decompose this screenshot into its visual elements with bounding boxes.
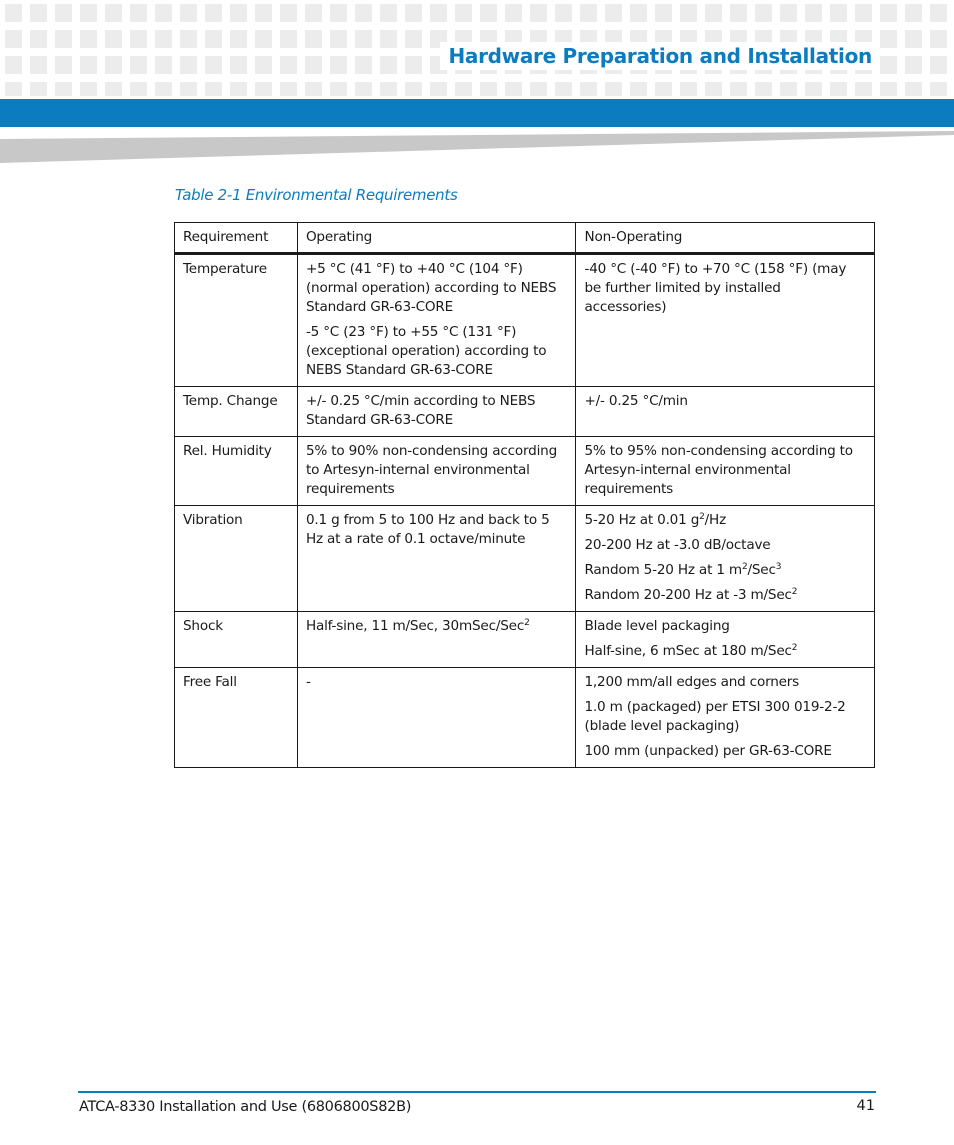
cell-requirement: Temperature — [175, 254, 298, 387]
table-row — [175, 668, 875, 768]
cell-non-operating — [576, 254, 875, 387]
superscript: 2 — [524, 618, 530, 628]
environmental-requirements-table — [174, 222, 875, 768]
cell-paragraph: +5 °C (41 °F) to +40 °C (104 °F) (normal operation) according to NEBS Standard GR-63-CORE — [305, 261, 557, 315]
text-segment: 20-200 Hz at -3.0 dB/octave — [584, 537, 771, 553]
cell-non-operating — [576, 387, 875, 437]
cell-non-operating — [576, 612, 875, 668]
column-header-non-operating: Non-Operating — [576, 223, 875, 254]
cell-requirement: Free Fall — [175, 668, 298, 768]
text-segment: Blade level packaging — [584, 618, 730, 634]
cell-operating — [297, 668, 576, 768]
cell-paragraph — [584, 511, 866, 530]
cell-paragraph: 1.0 m (packaged) per ETSI 300 019-2-2 (blade level packaging) — [584, 699, 846, 734]
cell-paragraph: 0.1 g from 5 to 100 Hz and back to 5 Hz at a rate of 0.1 octave/minute — [305, 512, 550, 547]
cell-paragraph: 100 mm (unpacked) per GR-63-CORE — [584, 743, 832, 759]
footer-rule — [78, 1091, 876, 1093]
cell-requirement: Vibration — [175, 506, 298, 612]
superscript: 2 — [741, 562, 748, 572]
cell-paragraph: - — [305, 674, 311, 690]
cell-operating — [297, 506, 576, 612]
cell-paragraph: +/- 0.25 °C/min according to NEBS Standard GR-63-CORE — [305, 393, 536, 428]
cell-paragraph: +/- 0.25 °C/min — [584, 393, 688, 409]
superscript: 2 — [699, 512, 705, 522]
cell-paragraph — [584, 617, 866, 636]
superscript: 3 — [775, 562, 782, 572]
cell-non-operating — [576, 506, 875, 612]
page-section-title: Hardware Preparation and Installation — [440, 42, 872, 70]
table-row — [175, 506, 875, 612]
cell-operating — [297, 387, 576, 437]
footer-document-title: ATCA-8330 Installation and Use (6806800S82B) — [79, 1099, 412, 1115]
cell-paragraph: 5% to 90% non-condensing according to Artesyn-internal environmental requirements — [305, 443, 558, 497]
text-segment: Half-sine, 6 mSec at 180 m/Sec — [584, 643, 792, 659]
text-segment: Random 20-200 Hz at -3 m/Sec — [584, 587, 792, 603]
table-body — [175, 254, 875, 768]
superscript: 2 — [791, 643, 798, 653]
cell-paragraph — [584, 586, 866, 605]
footer-page-number: 41 — [856, 1098, 875, 1114]
column-header-operating: Operating — [297, 223, 576, 254]
cell-non-operating — [576, 437, 875, 506]
cell-operating — [297, 437, 576, 506]
text-segment: /Sec — [747, 562, 776, 578]
table-row — [175, 387, 875, 437]
table-header-row — [175, 223, 875, 254]
table-row — [175, 612, 875, 668]
cell-requirement: Temp. Change — [175, 387, 298, 437]
cell-paragraph: -5 °C (23 °F) to +55 °C (131 °F) (exceptional operation) according to NEBS Standard GR-63-CORE — [305, 324, 547, 378]
cell-paragraph — [584, 642, 866, 661]
table-caption: Table 2-1 Environmental Requirements — [175, 186, 458, 204]
cell-paragraph: 1,200 mm/all edges and corners — [584, 674, 800, 690]
header-gray-swoosh — [0, 131, 954, 163]
cell-paragraph: -40 °C (-40 °F) to +70 °C (158 °F) (may be further limited by installed accessories) — [584, 261, 847, 315]
text-segment: Random 5-20 Hz at 1 m — [584, 562, 742, 578]
table-row — [175, 437, 875, 506]
table-row — [175, 254, 875, 387]
text-segment: /Hz — [704, 512, 727, 528]
cell-operating — [297, 254, 576, 387]
superscript: 2 — [791, 587, 798, 597]
cell-paragraph: 5% to 95% non-condensing according to Artesyn-internal environmental requirements — [584, 443, 853, 497]
cell-paragraph — [584, 561, 866, 580]
cell-requirement: Shock — [175, 612, 298, 668]
header-blue-bar — [0, 99, 954, 127]
cell-requirement: Rel. Humidity — [175, 437, 298, 506]
text-segment: 5-20 Hz at 0.01 g — [584, 512, 700, 528]
cell-operating — [297, 612, 576, 668]
cell-paragraph — [584, 536, 866, 555]
column-header-requirement: Requirement — [175, 223, 298, 254]
cell-paragraph — [306, 617, 568, 636]
text-segment: Half-sine, 11 m/Sec, 30mSec/Sec — [305, 618, 525, 634]
cell-non-operating — [576, 668, 875, 768]
